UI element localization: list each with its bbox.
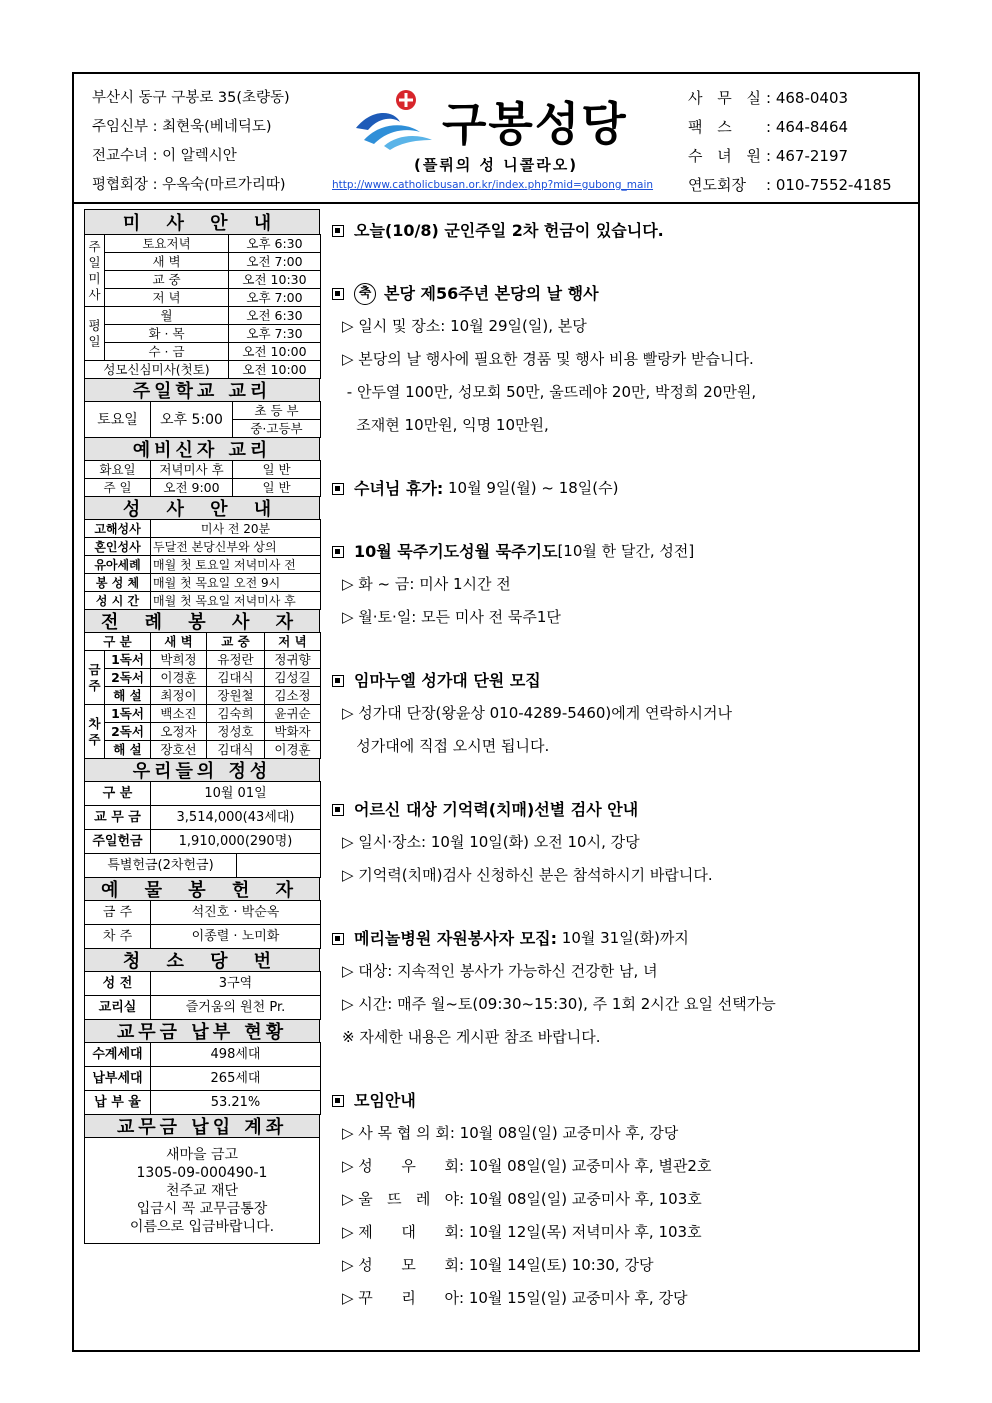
square-bullet-icon <box>332 675 344 687</box>
mass-title: 미 사 안 내 <box>84 209 320 235</box>
table-row: 차 주 1독서 백소진 김숙희 윤귀순 <box>85 705 321 723</box>
website-link[interactable]: http://www.catholicbusan.or.kr/index.php?mid=gubong_main <box>332 179 654 191</box>
this-week-label: 금 주 <box>85 651 105 705</box>
offering-title: 우리들의 정성 <box>84 758 320 782</box>
gifts-title: 예 물 봉 헌 자 <box>84 877 320 901</box>
next-week-label: 차 주 <box>85 705 105 759</box>
table-row: 혼인성사 두달전 본당신부와 상의 <box>85 538 321 556</box>
table-row: 고해성사 미사 전 20분 <box>85 520 321 538</box>
list-item: ▷ 제 대 회: 10월 12일(목) 저녁미사 후, 103호 <box>342 1223 702 1241</box>
notice-choir: 임마누엘 성가대 단원 모집 <box>332 664 912 697</box>
table-row: 수 · 금 오전 10:00 <box>85 343 321 361</box>
celebration-icon: 축 <box>354 283 376 305</box>
square-bullet-icon <box>332 483 344 495</box>
list-item: 성가대에 직접 오시면 됩니다. <box>342 737 550 755</box>
table-row: 특별헌금(2차헌금) <box>85 854 321 878</box>
list-item: ▷ 대상: 지속적인 봉사가 가능하신 건강한 남, 녀 <box>342 962 658 980</box>
catechumen-table <box>84 460 321 497</box>
list-item: ▷ 꾸 리 아: 10월 15일(일) 교중미사 후, 강당 <box>342 1289 688 1307</box>
table-row: 주일헌금 1,910,000(290명) <box>85 830 321 854</box>
account-line: 천주교 재단 <box>165 1183 239 1199</box>
list-item: ▷ 울 뜨 레 야: 10월 08일(일) 교중미사 후, 103호 <box>342 1190 702 1208</box>
table-row: 교리실 즐거움의 원천 Pr. <box>85 996 321 1020</box>
square-bullet-icon <box>332 225 344 237</box>
table-row: 납부세대 265세대 <box>85 1067 321 1091</box>
table-row: 성모신심미사(첫토) 오전 10:00 <box>85 361 321 379</box>
table-row: 주 일 오전 9:00 일 반 <box>85 479 321 497</box>
notice-anniversary: 축 본당 제56주년 본당의 날 행사 <box>332 277 912 310</box>
address: 부산시 동구 구봉로 35(초량동) <box>92 90 290 106</box>
sunday-school-table <box>84 401 321 438</box>
table-row: 성 전 3구역 <box>85 972 321 996</box>
sunday-school-title: 주일학교 교리 <box>84 378 320 402</box>
list-item: ▷ 기억력(치매)검사 신청하신 분은 참석하시기 바랍니다. <box>342 866 713 884</box>
table-row: 해 설 최정이 장원철 김소정 <box>85 687 321 705</box>
square-bullet-icon <box>332 546 344 558</box>
notice-meetings: 모임안내 <box>332 1084 912 1117</box>
table-row: 2독서 이경훈 김대식 김성길 <box>85 669 321 687</box>
notices <box>332 214 912 1315</box>
square-bullet-icon <box>332 1095 344 1107</box>
notice-vacation: 수녀님 휴가: 10월 9일(월) ~ 18일(수) <box>332 472 912 505</box>
list-item: ▷ 시간: 매주 월~토(09:30~15:30), 주 1회 2시간 요일 선택가능 <box>342 995 776 1013</box>
dues-status-title: 교무금 납부 현황 <box>84 1019 320 1043</box>
table-row: 유아세례 매월 첫 토요일 저녁미사 전 <box>85 556 321 574</box>
contacts <box>688 84 892 200</box>
council-president: 평협회장 : 우옥숙(마르가리따) <box>92 177 286 193</box>
mass-table <box>84 234 321 379</box>
table-row: 봉 성 체 매월 첫 목요일 오전 9시 <box>85 574 321 592</box>
table-row: 금 주 석진호 · 박순옥 <box>85 901 321 925</box>
table-row: 저 녁 오후 7:00 <box>85 289 321 307</box>
list-item: ▷ 일시 및 장소: 10월 29일(일), 본당 <box>342 317 587 335</box>
offering-table <box>84 781 321 878</box>
gifts-table <box>84 900 321 949</box>
list-item: ▷ 성 우 회: 10월 08일(일) 교중미사 후, 별관2호 <box>342 1157 712 1175</box>
sacraments-table <box>84 519 321 610</box>
table-row: 구 분 10월 01일 <box>85 782 321 806</box>
list-item: ▷ 화 ~ 금: 미사 1시간 전 <box>342 575 511 593</box>
table-row: 교 무 금 3,514,000(43세대) <box>85 806 321 830</box>
cleaning-table <box>84 971 321 1020</box>
pastor: 주임신부 : 최현욱(베네딕도) <box>92 119 272 135</box>
servers-table <box>84 632 321 759</box>
contact-funeral: 연도회장 : 010-7552-4185 <box>688 176 892 194</box>
square-bullet-icon <box>332 933 344 945</box>
table-row: 성 시 간 매월 첫 목요일 저녁미사 후 <box>85 592 321 610</box>
square-bullet-icon <box>332 288 344 300</box>
list-item: ※ 자세한 내용은 게시판 참조 바랍니다. <box>342 1028 601 1046</box>
list-item: 조재현 10만원, 익명 10만원, <box>342 416 549 434</box>
catechumen-title: 예비신자 교리 <box>84 437 320 461</box>
sister: 전교수녀 : 이 알렉시안 <box>92 148 237 164</box>
notice-rosary: 10월 묵주기도성월 묵주기도 [10월 한 달간, 성전] <box>332 535 912 568</box>
list-item: ▷ 성가대 단장(왕윤상 010-4289-5460)에게 연락하시거나 <box>342 704 732 722</box>
list-item: ▷ 일시·장소: 10월 10일(화) 오전 10시, 강당 <box>342 833 640 851</box>
table-row: 새 벽 오전 7:00 <box>85 253 321 271</box>
notice-offering: 오늘(10/8) 군인주일 2차 헌금이 있습니다. <box>332 214 912 247</box>
account-box <box>84 1138 320 1244</box>
list-item: ▷ 성 모 회: 10월 14일(토) 10:30, 강당 <box>342 1256 654 1274</box>
table-row: 수계세대 498세대 <box>85 1043 321 1067</box>
church-logo-icon <box>354 88 434 150</box>
church-title: 구봉성당 <box>442 97 628 151</box>
list-item: ▷ 사 목 협 의 회: 10월 08일(일) 교중미사 후, 강당 <box>342 1124 679 1142</box>
dues-status-table <box>84 1042 321 1115</box>
table-row: 차 주 이종렬 · 노미화 <box>85 925 321 949</box>
notice-volunteer: 메리놀병원 자원봉사자 모집: 10월 31일(화)까지 <box>332 922 912 955</box>
sacraments-title: 성 사 안 내 <box>84 496 320 520</box>
left-column <box>84 210 320 1244</box>
list-item: - 안두열 100만, 성모회 50만, 울뜨레야 20만, 박정희 20만원, <box>342 383 757 401</box>
square-bullet-icon <box>332 804 344 816</box>
table-row: 교 중 오전 10:30 <box>85 271 321 289</box>
table-row: 중·고등부 <box>85 420 321 438</box>
servers-title: 전 례 봉 사 자 <box>84 609 320 633</box>
table-row: 2독서 오정자 정성호 박화자 <box>85 723 321 741</box>
bulletin-frame <box>72 72 920 1352</box>
list-item: ▷ 본당의 날 행사에 필요한 경품 및 행사 비용 빨랑카 받습니다. <box>342 350 754 368</box>
table-row: 평 일 월 오전 6:30 <box>85 307 321 325</box>
header-divider <box>74 202 918 204</box>
table-row: 금 주 1독서 박희정 유정란 정귀향 <box>85 651 321 669</box>
cleaning-title: 청 소 당 번 <box>84 948 320 972</box>
account-line: 입금시 꼭 교무금통장 <box>136 1201 268 1217</box>
contact-convent: 수 녀 원 : 467-2197 <box>688 147 849 165</box>
account-number: 1305-09-000490-1 <box>136 1165 268 1181</box>
table-row: 화 · 목 오후 7:30 <box>85 325 321 343</box>
account-line: 이름으로 입금바랍니다. <box>129 1219 275 1235</box>
church-subtitle: (플뤼의 성 니콜라오) <box>414 156 579 174</box>
table-row: 구 분 새 벽 교 중 저 녁 <box>85 633 321 651</box>
contact-office: 사 무 실 : 468-0403 <box>688 89 849 107</box>
account-line: 새마을 금고 <box>165 1147 239 1163</box>
table-row: 화요일 저녁미사 후 일 반 <box>85 461 321 479</box>
table-row: 주 일 미 사 토요저녁 오후 6:30 <box>85 235 321 253</box>
sunday-mass-label: 주 일 미 사 <box>85 235 105 307</box>
table-row: 토요일 오후 5:00 초 등 부 <box>85 402 321 420</box>
notice-dementia: 어르신 대상 기억력(치매)선별 검사 안내 <box>332 793 912 826</box>
table-row: 납 부 율 53.21% <box>85 1091 321 1115</box>
weekday-mass-label: 평 일 <box>85 307 105 361</box>
header-info <box>92 84 290 200</box>
contact-fax: 팩 스 : 464-8464 <box>688 118 849 136</box>
table-row: 해 설 장호선 김대식 이경훈 <box>85 741 321 759</box>
list-item: ▷ 월·토·일: 모든 미사 전 묵주1단 <box>342 608 561 626</box>
account-title: 교무금 납입 계좌 <box>84 1114 320 1138</box>
